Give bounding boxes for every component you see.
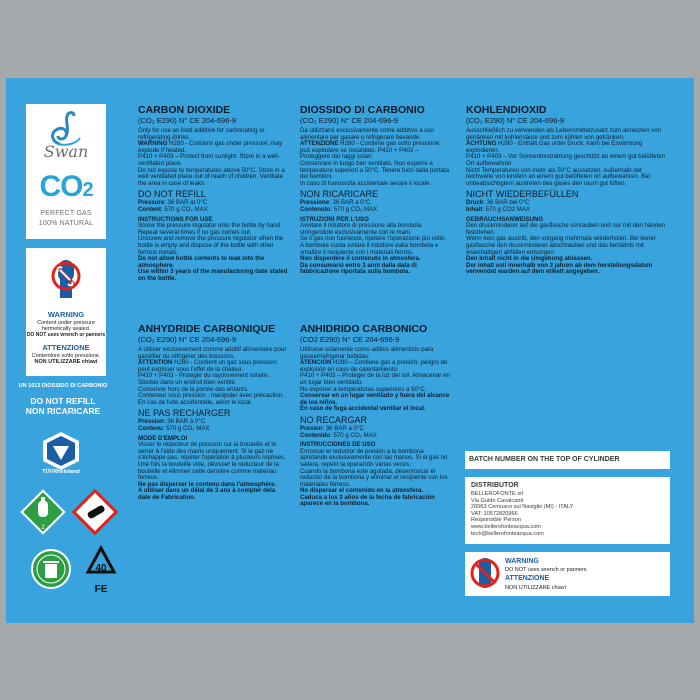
ins-fr-2: Une fois la bouteille vide, dévisser le réducteur de la bouteille et éliminer cette dernière comme matériau ferreux. [138,460,279,482]
section-english [138,104,288,282]
warning-card-2 [465,552,670,596]
subtitle-en: (CO₂ E290) N° CE 204-696-9 [138,116,237,125]
text-es-4: No exponer a temperaturas superiores a 50°C. [300,385,427,393]
text-de-1: Ausschließlich zu verwenden als Lebensmittelzusatz zum anreichen von getränken mit kohlensäure und zum kühlen von getränken. [466,127,662,141]
big-de: NICHT WIEDERBEFÜLLEN [466,189,579,200]
text-en-3: P410 + P403 – Protect from sunlight. Store in a well-ventilated place. [138,153,280,167]
brand-name: Swan [43,142,89,161]
ins-en-3: Unscrew and remove the pressure regulator when the bottle is empty and dispose of the bottle with other ferrous metals. [138,235,284,256]
ins-en-2: Repeat several times if no gas comes out. [138,228,252,236]
text-es-2: ATENCIÓN H280 – Contiene gas a presión; peligro de explosión en caso de calentamiento. [300,359,448,373]
recycle-bin-icon [30,548,72,590]
svg-text:FE: FE [94,584,108,595]
section-spanish [300,323,450,508]
batch-text: BATCH NUMBER ON THE TOP OF CYLINDER [469,456,620,463]
text-fr-1: A utiliser exclusivement comme additif alimentaire pour gazéifier ou réfrigérer des boissons. [138,346,287,360]
text-es-6: En caso de fuga accidental ventilar el local. [300,405,426,413]
big-en: DO NOT REFILL [138,189,206,200]
text-en-2: WARNING H280 - Contains gas under pressure; may explode if heated. [138,140,283,154]
ins-it-3: Non disperdere il contenuto in atmosfera. [300,255,421,263]
logo-card [26,104,106,239]
content-de: Inhalt: 570 g CO2 MAX [466,205,531,213]
content-fr: Contenu: 570 g CO₂ MAX [138,424,210,432]
text-fr-5: Conteneur sous pression : manipuler avec précaution. En cas de fuite accidentelle, aérer le local. [138,392,284,406]
content-it: Contenuto: 570 g CO₂ MAX [300,205,378,213]
ins-it-1: Avvitare il riduttore di pressione alla bombola stringendolo esclusivamente con le mani. [300,222,422,236]
svg-text:TÜVRheinland: TÜVRheinland [42,469,80,474]
svg-text:2: 2 [41,525,45,531]
fe-recycling-icon [80,544,122,596]
ins-en-4: Do not allow bottle contents to leak into the atmosphere. [138,255,265,269]
distributor-vat: VAT: 10572820966 [471,510,518,517]
pressure-es: Presion: 36 BAR a 0°C [300,424,364,432]
instructions-title-es: INSTRUCCIONES DE USO [300,441,376,449]
svg-text:40: 40 [95,563,107,574]
warning-line-1: Content under pressure [37,320,95,326]
text-en-4: Do not expose to temperatures above 50°C. Store in a well ventilated place out of reach of children. Ventilate the area in case of leaks. [138,166,285,187]
instructions-title-fr: MODE D'EMPLOI [138,434,188,442]
pressure-fr: Pression: 36 BAR à 0°C [138,418,206,426]
content-en: Content: 570 g CO₂ MAX [138,205,208,213]
un-number: UN 1013 DIOSSIDO DI CARBONIO [18,383,108,389]
instructions-title-en: INSTRUCTIONS FOR USE [138,215,213,223]
text-es-1: Utilícese solamente como aditivo alimenticio para gasear/refrigerar bebidas. [300,346,434,360]
subtitle-fr: (CO₂ E290) N° CE 204-696-9 [138,335,237,344]
text-it-4: In caso di fuoriuscita accidentale aerare il locale. [300,179,432,187]
ins-it-2: Se il gas non fuoriesce, ripetere l'operazione più volte. A bombola vuota svitare il riduttore dalla bombola e smaltire il recipiente con i materiali ferrosi. [300,235,447,256]
section-italian [300,104,450,276]
subtitle-es: (CO2 E290) N° CE 204-696-9 [300,335,400,344]
instructions-title-it: ISTRUZIONI PER L'USO [300,215,369,223]
text-it-1: Da utilizzarsi esclusivamente come additivo a uso alimentare per gasare o refrigerare bevande. [300,127,435,141]
warning2-it-line: NON UTILIZZARE chiavi [505,585,566,591]
title-es: ANHIDRIDO CARBONICO [300,323,428,335]
warning-it-line-2: NON UTILIZZARE chiavi [34,359,98,365]
warning-line-3: DO NOT uses wrench or panners [26,332,106,338]
pressure-en: Pressure: 36 BAR at 0°C [138,199,208,207]
warning-it-title: ATTENZIONE [42,343,90,352]
no-wrench-icon [469,556,501,592]
section-german [466,104,671,276]
ins-fr-1: Visser le réducteur de pression sur la bouteille et le serrer à l'aide des mains uniquement. Si le gaz ne s'échappe pas, répéter l'opération à plusieurs reprises. [138,441,286,462]
distributor-responsible: Responsible Person [471,517,522,524]
ins-de-2: Wenn kein gas austritt, den vorgang mehrmals wiederholen. Bei leerer gasflasche den druckminderer abschrauben und das behältnis mit eisenhaltigen abfällen entsorgen. [466,235,656,256]
distributor-title: DISTRIBUTOR [471,482,519,489]
text-de-2: ACHTUNG H280 - Enthält Gas unter Druck; kann bei Erwärmung explodieren. [466,140,643,154]
gas-cylinder-hazard-icon [72,489,118,535]
text-en-1: Only for use as food additive for carbonating or refrigerating drinks. [138,127,265,141]
ins-de-3: Den Inhalt nicht in die Umgebung ablassen. [466,255,593,263]
tagline-1: PERFECT GAS [40,210,92,217]
instructions-title-de: GEBRAUCHSANWEISUNG [466,215,544,223]
warning-it-line-1: Contenitore sotto pressione. [31,353,101,359]
warning-card [26,248,106,376]
warning2-line: DO NOT uses wrench or panners [505,567,587,573]
ins-es-2: Cuando la bombona este agotada, desenroscar el reductor de la bombona y eliminar el recipiente con los materiales férreos. [300,467,448,488]
pressure-de: Druck: 36 BAR bei 0°C [466,199,530,207]
warning2-it-title: ATTENZIONE [505,575,550,582]
no-wrench-icon [50,258,82,302]
big-it: NON RICARICARE [300,189,379,200]
tagline-2: 100% NATURAL [38,220,94,227]
big-es: NO RECARGAR [300,414,368,425]
distributor-name: BELLEROFONTE srl [471,491,524,497]
title-it: DIOSSIDO DI CARBONIO [300,104,425,116]
distributor-email: tech@bellerofonteacqua.com [471,530,544,537]
text-es-3: P410 + P403 – Proteger de la luz del sol. Almacenar en un lugar bien ventilado. [300,372,450,386]
ins-fr-4: A utiliser dans un délai de 3 ans à compter dela date de Fabrication. [138,487,276,501]
tuv-logo [40,430,82,474]
ins-en-5: Use within 3 years of the manufacturing date stated on the bottle. [138,268,288,282]
ins-es-1: Enroscar el reductor de presión a la bombona apretando exclusivamente con las manos. Si el gas no saliera, repetir la operación varias veces. [300,447,448,468]
distributor-card [465,477,670,544]
big-fr: NE PAS RECHARGER [138,408,231,419]
warning2-title: WARNING [505,558,539,565]
warning-title: WARNING [47,310,85,319]
pressure-it: Pressione: 36 BAR a 0°C [300,199,371,207]
text-de-3: P410 + P403 – Vor Sonnenbestrahlung geschützt an einem gut belüfteten Ort aufbewahren. [466,153,666,167]
text-fr-3: P410 + P403 - Protéger du rayonnement solaire. Stocker dans un endroit bien ventilé. [138,372,270,386]
distributor-website: www.bellerofonteacqua.com [471,523,541,530]
text-fr-4: Conserver hors de la portée des enfants. [138,385,249,393]
distributor-address-1: Via Guido Cavalcanti [471,497,524,504]
subtitle-it: (CO₂ E290) N° CE 204-696-9 [300,116,399,125]
warning-line-2: hermetically sealed. [41,326,91,332]
ins-de-4: Der inhalt soll innerhalb von 3 jahren ab dem herstellungsdatum verwendet warden auf dem etikett angegeben. [466,261,653,276]
text-de-4: Nicht Temperaturen von mehr als 50°C aussetzen. Außerhalb der reichweite von kindern an einem gut belüfteten ort aufbewahren. Bei unbeabsichtigtem austreten des gases den raum gut lüften. [466,166,650,187]
text-es-5: Conservar en un lugar ventilado y fuera del alcance de los niños. [300,392,450,406]
product-name: CO2 [39,170,93,203]
non-flammable-gas-icon [20,489,66,535]
ins-en-1: Screw the pressure regulator onto the bottle by hand. [138,222,282,230]
ins-de-1: Den druckminderer auf die gasflasche schrauben und nur mit den händen festziehen. [466,222,665,236]
section-french [138,323,288,501]
title-fr: ANHYDRIDE CARBONIQUE [138,323,276,335]
ins-it-4: Da consumarsi entro 3 anni dalla data di fabbricazione riportata sulla bombola. [300,261,417,276]
ins-es-4: Caduca a los 3 años de la fecha de fabricación aparece en la bombona. [300,493,435,508]
text-it-3: Conservare in luogo ben ventilato. Non esporre a temperature superiori a 50°C. Tenere fuori dalla portata dei bambini. [300,159,449,181]
distributor-address-2: 20063 Cernusco sul Naviglio (MI) - ITALY [471,504,574,511]
batch-card [465,451,670,469]
do-not-refill: DO NOT REFILL NON RICARICARE [25,396,101,416]
content-es: Contenido: 570 g CO₂ MAX [300,431,377,439]
text-fr-2: ATTENTION H280 - Contient un gaz sous pression; peut exploser sous l'effet de la chaleur. [138,359,278,373]
title-en: CARBON DIOXIDE [138,104,231,116]
text-it-2: ATTENZIONE H280 - Contiene gas sotto pressione; può esplodere se riscaldato. P410 + P403 – Proteggere dai raggi solari. [300,140,441,161]
subtitle-de: (CO₂ E290) N° CE 204-696-9 [466,116,565,125]
ins-fr-3: Ne pas disperser le contenu dans l'atmosphère. [138,480,277,488]
ins-es-3: No dispersar el contenido en la atmósfera. [300,487,423,495]
title-de: KOHLENDIOXID [466,104,547,116]
